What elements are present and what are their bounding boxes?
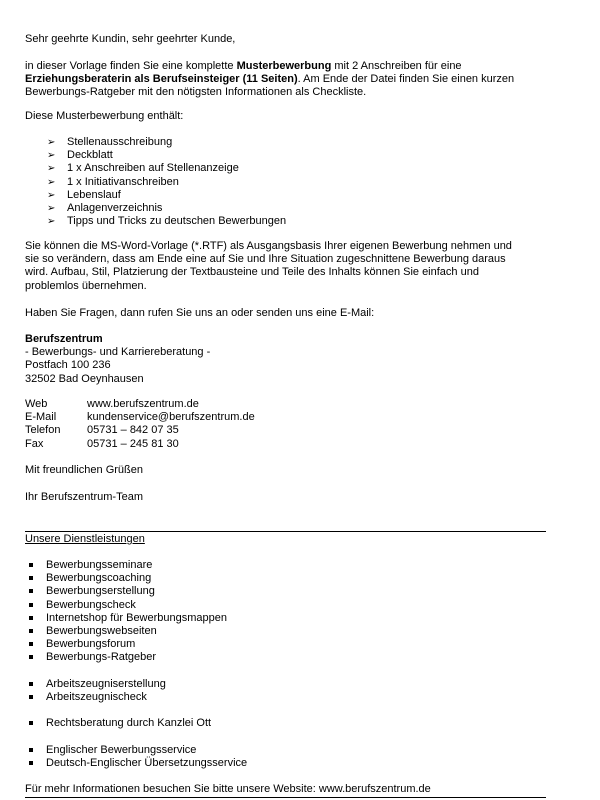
company-address: [25, 333, 550, 386]
email-link[interactable]: kundenservice@berufszentrum.de: [87, 411, 255, 424]
intro-text-3: . Am Ende der Datei finden Sie einen kurzen: [297, 73, 515, 86]
intro-bold-1: Musterbewerbung: [236, 60, 332, 72]
arrow-bullet-icon: ➢: [47, 202, 56, 214]
divider: [25, 797, 546, 798]
services-list-2: [29, 678, 166, 704]
list-item: Bewerbungscoaching: [29, 572, 227, 585]
intro-text-4: Bewerbungs-Ratgeber mit den nötigsten Informationen als Checkliste.: [25, 86, 367, 99]
list-item: Deutsch-Englischer Übersetzungsservice: [29, 757, 247, 770]
arrow-bullet-icon: ➢: [47, 189, 56, 201]
square-bullet-icon: [29, 589, 33, 593]
website-link[interactable]: www.berufszentrum.de: [87, 398, 199, 410]
arrow-bullet-icon: ➢: [47, 176, 56, 188]
intro-text-1: in dieser Vorlage finden Sie eine komplette: [25, 60, 237, 72]
usage-paragraph: Sie können die MS-Word-Vorlage (*.RTF) als Ausgangsbasis Ihrer eigenen Bewerbung nehmen und sie so verändern, dass am Ende eine auf Sie und Ihre Situation zugeschnittene Bewerbung daraus wird. Aufbau, Stil, Platzierung der Textbausteine und Teile des Inhalts können Sie einfach und problemlos übernehmen.: [25, 240, 512, 292]
services-list-3: [29, 717, 211, 730]
list-item: ➢ 1 x Anschreiben auf Stellenanzeige: [47, 162, 239, 175]
intro-paragraph: [25, 60, 550, 100]
intro-text-2: mit 2 Anschreiben für eine: [331, 60, 462, 72]
contents-heading: Diese Musterbewerbung enthält:: [25, 110, 184, 122]
square-bullet-icon: [29, 748, 33, 752]
company-name: Berufszentrum: [25, 333, 103, 345]
signature-text: Ihr Berufszentrum-Team: [25, 491, 143, 503]
list-item: Bewerbungscheck: [29, 599, 227, 612]
list-item: Bewerbungsforum: [29, 638, 227, 651]
square-bullet-icon: [29, 655, 33, 659]
closing-text: Mit freundlichen Grüßen: [25, 464, 143, 476]
services-heading: Unsere Dienstleistungen: [25, 533, 145, 545]
square-bullet-icon: [29, 695, 33, 699]
list-item: Englischer Bewerbungsservice: [29, 744, 247, 757]
square-bullet-icon: [29, 603, 33, 607]
contact-table: [25, 398, 550, 451]
company-city: 32502 Bad Oeynhausen: [25, 372, 144, 385]
square-bullet-icon: [29, 576, 33, 580]
greeting-text: Sehr geehrte Kundin, sehr geehrter Kunde,: [25, 33, 236, 45]
arrow-bullet-icon: ➢: [47, 137, 56, 148]
square-bullet-icon: [29, 642, 33, 646]
square-bullet-icon: [29, 721, 33, 725]
list-item: ➢ Tipps und Tricks zu deutschen Bewerbungen: [47, 215, 287, 228]
list-item: Bewerbungswebseiten: [29, 625, 227, 638]
list-item: Bewerbungserstellung: [29, 585, 227, 598]
list-item: ➢ Deckblatt: [47, 149, 113, 162]
square-bullet-icon: [29, 629, 33, 633]
square-bullet-icon: [29, 682, 33, 686]
list-item: ➢ Lebenslauf: [47, 188, 121, 201]
square-bullet-icon: [29, 761, 33, 765]
company-postbox: Postfach 100 236: [25, 359, 111, 372]
list-item: Rechtsberatung durch Kanzlei Ott: [29, 717, 211, 730]
divider: [25, 531, 546, 532]
contents-list: [47, 136, 286, 228]
services-list-1: [29, 559, 227, 665]
contact-row-email: E-Mail kundenservice@berufszentrum.de: [25, 411, 255, 424]
square-bullet-icon: [29, 563, 33, 567]
list-item: ➢ Stellenausschreibung: [47, 136, 173, 148]
square-bullet-icon: [29, 616, 33, 620]
arrow-bullet-icon: ➢: [47, 163, 56, 175]
services-list-4: [29, 744, 247, 770]
arrow-bullet-icon: ➢: [47, 150, 56, 162]
contact-row-web: Web www.berufszentrum.de: [25, 398, 199, 410]
arrow-bullet-icon: ➢: [47, 216, 56, 228]
intro-bold-2: Erziehungsberaterin als Berufseinsteiger (11 Seiten): [25, 73, 298, 86]
list-item: Internetshop für Bewerbungsmappen: [29, 612, 227, 625]
list-item: Bewerbungsseminare: [29, 559, 227, 572]
questions-text: Haben Sie Fragen, dann rufen Sie uns an oder senden uns eine E-Mail:: [25, 307, 375, 319]
list-item: Arbeitszeugnischeck: [29, 691, 166, 704]
company-tagline: - Bewerbungs- und Karriereberatung -: [25, 346, 211, 359]
list-item: Bewerbungs-Ratgeber: [29, 651, 227, 664]
footer-text: Für mehr Informationen besuchen Sie bitte unsere Website: www.berufszentrum.de: [25, 783, 431, 795]
contact-row-fax: Fax 05731 – 245 81 30: [25, 437, 179, 450]
list-item: Arbeitszeugniserstellung: [29, 678, 166, 691]
list-item: ➢ 1 x Initiativanschreiben: [47, 175, 179, 188]
list-item: ➢ Anlagenverzeichnis: [47, 201, 163, 214]
contact-row-phone: Telefon 05731 – 842 07 35: [25, 424, 179, 437]
